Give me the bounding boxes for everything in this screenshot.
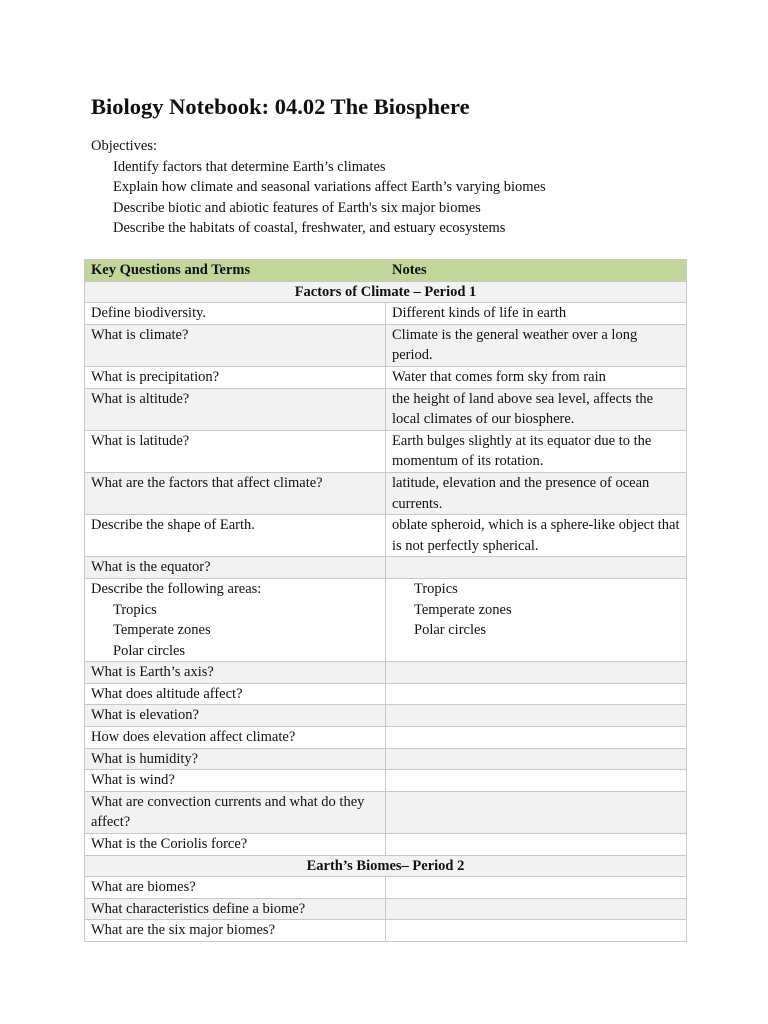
notes-cell[interactable]: latitude, elevation and the presence of ocean currents. [386, 472, 687, 514]
table-row [85, 898, 687, 920]
question-cell: What is climate? [85, 324, 386, 366]
table-row [85, 472, 687, 514]
objective-item: Describe biotic and abiotic features of Earth's six major biomes [113, 199, 481, 216]
notes-cell[interactable]: Water that comes form sky from rain [386, 366, 687, 388]
objectives-heading: Objectives: [91, 138, 158, 154]
area-item: Polar circles [113, 642, 186, 659]
notes-cell[interactable] [386, 791, 687, 833]
notes-cell[interactable] [386, 770, 687, 792]
notes-cell[interactable] [386, 557, 687, 579]
notes-cell[interactable]: the height of land above sea level, affects the local climates of our biosphere. [386, 388, 687, 430]
question-cell: What is elevation? [85, 705, 386, 727]
table-row [85, 388, 687, 430]
table-row [85, 877, 687, 899]
objectives [91, 136, 546, 239]
table-row [85, 834, 687, 856]
notes-table [84, 259, 687, 942]
question-cell: What is Earth’s axis? [85, 662, 386, 684]
table-row [85, 705, 687, 727]
area-note-item: Temperate zones [414, 601, 512, 618]
question-cell: What characteristics define a biome? [85, 898, 386, 920]
notes-cell[interactable]: Different kinds of life in earth [386, 303, 687, 325]
notes-cell[interactable] [386, 898, 687, 920]
question-cell: What are biomes? [85, 877, 386, 899]
table-row-areas [85, 578, 687, 661]
table-row [85, 920, 687, 942]
area-item: Tropics [113, 601, 157, 618]
objective-item: Identify factors that determine Earth’s climates [113, 158, 386, 175]
notes-cell[interactable] [386, 578, 687, 661]
question-cell: Define biodiversity. [85, 303, 386, 325]
table-header-row [85, 260, 687, 282]
section-header [85, 281, 687, 303]
question-cell: Describe the shape of Earth. [85, 515, 386, 557]
question-cell: What are the factors that affect climate? [85, 472, 386, 514]
table-row [85, 683, 687, 705]
header-notes: Notes [386, 260, 687, 282]
notes-cell[interactable]: Climate is the general weather over a long period. [386, 324, 687, 366]
table-row [85, 727, 687, 749]
section-header [85, 855, 687, 877]
question-cell: What is the Coriolis force? [85, 834, 386, 856]
table-row [85, 557, 687, 579]
table-row [85, 515, 687, 557]
notes-cell[interactable] [386, 727, 687, 749]
question-cell: What are convection currents and what do they affect? [85, 791, 386, 833]
question-cell: What is the equator? [85, 557, 386, 579]
notes-cell[interactable] [386, 834, 687, 856]
table-row [85, 324, 687, 366]
question-cell [85, 578, 386, 661]
table-row [85, 430, 687, 472]
table-row [85, 748, 687, 770]
notes-cell[interactable] [386, 877, 687, 899]
notes-cell[interactable] [386, 705, 687, 727]
question-cell: What is altitude? [85, 388, 386, 430]
table-row [85, 770, 687, 792]
section-title: Earth’s Biomes– Period 2 [85, 855, 687, 877]
question-cell: What is latitude? [85, 430, 386, 472]
area-note-item: Tropics [414, 580, 458, 597]
question-cell: What is humidity? [85, 748, 386, 770]
question-cell: What does altitude affect? [85, 683, 386, 705]
notes-cell[interactable] [386, 748, 687, 770]
objective-item: Describe the habitats of coastal, freshwater, and estuary ecosystems [113, 220, 506, 237]
table-row [85, 366, 687, 388]
objective-item: Explain how climate and seasonal variations affect Earth’s varying biomes [113, 179, 546, 196]
question-text: Describe the following areas: [91, 580, 262, 597]
table-row [85, 662, 687, 684]
section-title: Factors of Climate – Period 1 [85, 281, 687, 303]
notes-cell[interactable] [386, 920, 687, 942]
page-title: Biology Notebook: 04.02 The Biosphere [91, 94, 470, 119]
notes-cell[interactable] [386, 662, 687, 684]
question-cell: What is wind? [85, 770, 386, 792]
question-cell: How does elevation affect climate? [85, 727, 386, 749]
notes-cell[interactable]: Earth bulges slightly at its equator due to the momentum of its rotation. [386, 430, 687, 472]
table-row [85, 791, 687, 833]
notes-cell[interactable] [386, 683, 687, 705]
notes-cell[interactable]: oblate spheroid, which is a sphere-like object that is not perfectly spherical. [386, 515, 687, 557]
area-item: Temperate zones [113, 622, 211, 639]
table-row [85, 303, 687, 325]
area-note-item: Polar circles [414, 622, 487, 639]
header-key-questions: Key Questions and Terms [85, 260, 386, 282]
question-cell: What are the six major biomes? [85, 920, 386, 942]
question-cell: What is precipitation? [85, 366, 386, 388]
